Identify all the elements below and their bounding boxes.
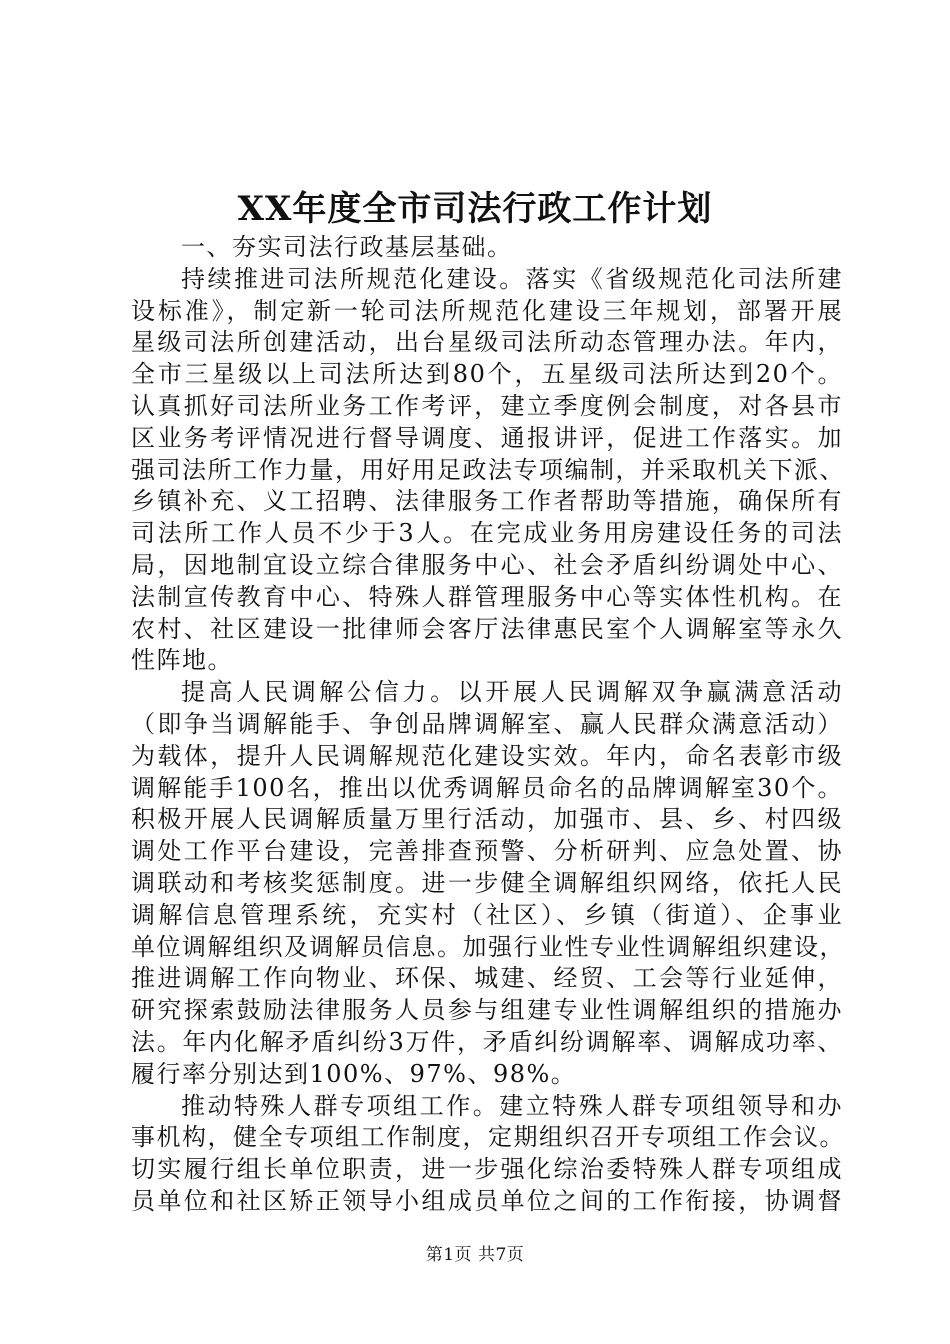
paragraph-line: 全市三星级以上司法所达到80个，五星级司法所达到20个。 xyxy=(131,360,843,389)
paragraph-line: 区业务考评情况进行督导调度、通报讲评，促进工作落实。加 xyxy=(131,423,843,452)
paragraph-line: 调处工作平台建设，完善排查预警、分析研判、应急处置、协 xyxy=(131,837,843,866)
paragraph-line: 积极开展人民调解质量万里行活动，加强市、县、乡、村四级 xyxy=(131,805,843,834)
paragraph-line: 乡镇补充、义工招聘、法律服务工作者帮助等措施，确保所有 xyxy=(131,487,843,516)
document-body xyxy=(131,232,843,1218)
paragraph-line: 性阵地。 xyxy=(131,646,233,675)
paragraph-line: 调联动和考核奖惩制度。进一步健全调解组织网络，依托人民 xyxy=(131,868,843,897)
paragraph-line: 推动特殊人群专项组工作。建立特殊人群专项组领导和办 xyxy=(181,1091,843,1120)
paragraph-line: （即争当调解能手、争创品牌调解室、赢人民群众满意活动） xyxy=(131,709,843,738)
paragraph-line: 调解能手100名，推出以优秀调解员命名的品牌调解室30个。 xyxy=(131,773,843,802)
paragraph-line: 单位调解组织及调解员信息。加强行业性专业性调解组织建设， xyxy=(131,932,845,961)
paragraph-line: 研究探索鼓励法律服务人员参与组建专业性调解组织的措施办 xyxy=(131,996,843,1025)
paragraph-line: 提高人民调解公信力。以开展人民调解双争赢满意活动 xyxy=(181,678,843,707)
paragraph-line: 推进调解工作向物业、环保、城建、经贸、工会等行业延伸， xyxy=(131,964,843,993)
paragraph-line: 司法所工作人员不少于3人。在完成业务用房建设任务的司法 xyxy=(131,519,843,548)
paragraph-line: 强司法所工作力量，用好用足政法专项编制，并采取机关下派、 xyxy=(131,455,845,484)
paragraph-line: 法制宣传教育中心、特殊人群管理服务中心等实体性机构。在 xyxy=(131,582,843,611)
paragraph-line: 法。年内化解矛盾纠纷3万件，矛盾纠纷调解率、调解成功率、 xyxy=(131,1027,843,1056)
document-title: XX年度全市司法行政工作计划 xyxy=(237,189,713,229)
paragraph-line: 持续推进司法所规范化建设。落实《省级规范化司法所建 xyxy=(181,264,843,293)
page-number-footer: 第1页 共7页 xyxy=(425,1245,525,1265)
paragraph-line: 事机构，健全专项组工作制度，定期组织召开专项组工作会议。 xyxy=(131,1123,845,1152)
paragraph-line: 星级司法所创建活动，出台星级司法所动态管理办法。年内， xyxy=(131,328,843,357)
paragraph-line: 员单位和社区矫正领导小组成员单位之间的工作衔接，协调督 xyxy=(131,1186,843,1215)
paragraph-line: 切实履行组长单位职责，进一步强化综治委特殊人群专项组成 xyxy=(131,1155,843,1184)
paragraph-line: 履行率分别达到100%、97%、98%。 xyxy=(131,1059,577,1088)
section-heading: 一、夯实司法行政基层基础。 xyxy=(181,233,513,261)
paragraph-line: 设标准》，制定新一轮司法所规范化建设三年规划，部署开展 xyxy=(131,296,843,325)
paragraph-line: 调解信息管理系统，充实村（社区）、乡镇（街道）、企事业 xyxy=(131,900,843,929)
paragraph-line: 局，因地制宜设立综合律服务中心、社会矛盾纠纷调处中心、 xyxy=(131,550,843,579)
paragraph-line: 为载体，提升人民调解规范化建设实效。年内，命名表彰市级 xyxy=(131,741,843,770)
paragraph-line: 认真抓好司法所业务工作考评，建立季度例会制度，对各县市 xyxy=(131,391,843,420)
paragraph-line: 农村、社区建设一批律师会客厅法律惠民室个人调解室等永久 xyxy=(131,614,843,643)
